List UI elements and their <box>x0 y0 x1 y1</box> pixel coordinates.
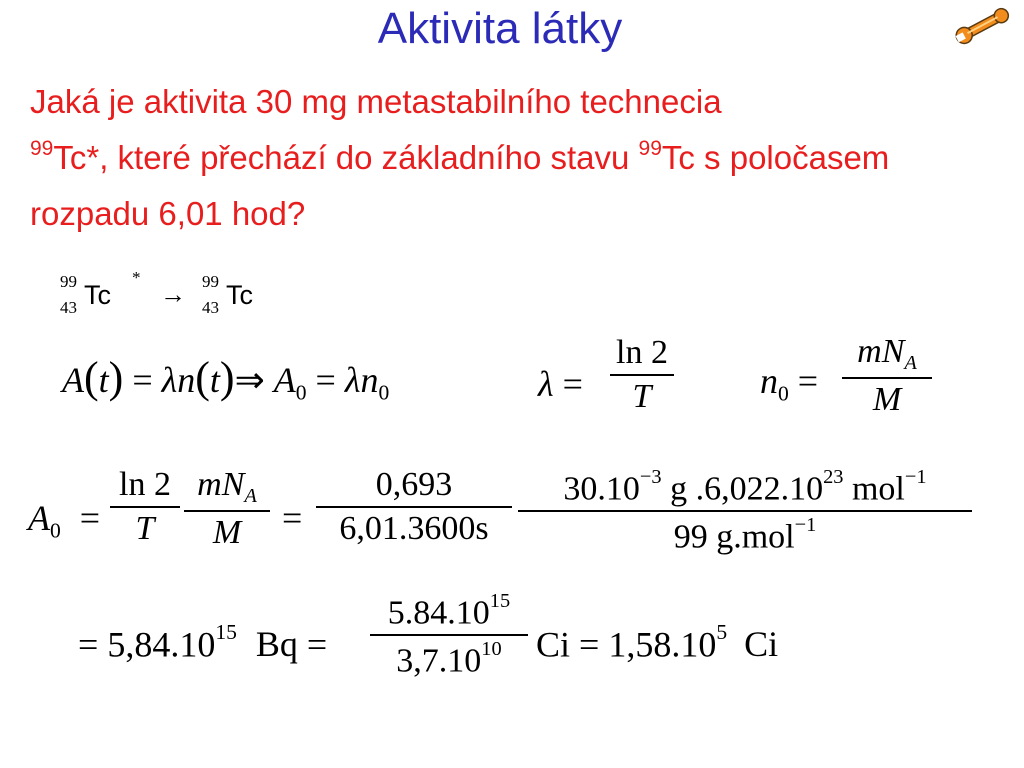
eq3-denominator: M <box>872 381 902 419</box>
eq4-f2-bar <box>184 510 270 512</box>
eq3-n-sub: 0 <box>778 381 789 406</box>
eq4-equals-1: = <box>79 498 101 538</box>
eq4-f4-num-a: 30.10 <box>563 470 640 508</box>
eq4-f4-num-b: g .6,022.10 <box>661 470 824 508</box>
eq5-fraction-bar <box>370 634 528 636</box>
eq1-A0: A <box>273 360 296 400</box>
eq4-A-sub: 0 <box>50 518 61 543</box>
eq1-equals-2: = <box>315 360 336 400</box>
eq3-fraction <box>842 333 932 419</box>
eq1-A0-sub: 0 <box>295 380 307 405</box>
eq4-f4-num-c: mol <box>843 470 905 508</box>
eq1-n0: n <box>360 360 379 400</box>
eq1-lambda-2: λ <box>344 360 361 400</box>
eq4-A: A <box>28 498 50 538</box>
eq2-lambda: λ <box>538 364 554 404</box>
eq2-numerator: ln 2 <box>616 334 668 371</box>
eq4-fraction-2 <box>184 466 270 552</box>
eq5-numerator-exp: 15 <box>489 590 511 612</box>
eq1-equals: = <box>132 360 153 400</box>
eq4-f4-exp-c: −1 <box>904 466 927 488</box>
eq1-implies: ⇒ <box>234 360 265 400</box>
eq5-numerator: 5.84.10 <box>387 594 490 632</box>
eq4-f4-bar <box>518 510 972 512</box>
wrench-icon[interactable] <box>954 6 1012 46</box>
eq1-t2: t <box>209 360 220 400</box>
eq2-fraction <box>610 334 674 416</box>
eq4-equals-2: = <box>282 498 303 538</box>
isotope-mass-2: 99 <box>638 137 662 160</box>
eq1-lambda: λ <box>161 360 178 400</box>
eq1-t: t <box>98 360 109 400</box>
isotope-mass-1: 99 <box>30 137 54 160</box>
eq5-denominator: 3,7.10 <box>396 642 482 680</box>
eq5-fraction <box>370 590 528 681</box>
question-part-2: Tc*, které přechází do základního stavu <box>53 139 639 176</box>
eq2-equals: = <box>562 364 583 404</box>
eq5-value-bq: 5,84.10 <box>107 624 216 665</box>
eq5-equals-2: = <box>306 624 328 665</box>
decay-constant-equation <box>538 363 583 405</box>
question-part-1: Jaká je aktivita 30 mg metastabilního technecia <box>30 83 722 120</box>
eq4-fraction-3 <box>316 466 512 548</box>
eq1-n0-sub: 0 <box>378 380 390 405</box>
eq3-n: n <box>760 361 778 401</box>
eq4-f4-den-exp: −1 <box>794 514 817 537</box>
eq4-fraction-4 <box>518 466 972 557</box>
eq5-unit-ci: Ci <box>536 624 571 665</box>
reaction-arrow: → <box>160 280 186 309</box>
eq1-n: n <box>177 360 196 400</box>
eq4-f4-exp-a: −3 <box>639 466 662 488</box>
eq3-numerator-sub: A <box>904 352 917 375</box>
eq5-value-ci: 1,58.10 <box>608 624 717 665</box>
decay-reaction <box>60 268 320 328</box>
eq4-fraction-1 <box>110 466 180 548</box>
eq5-value-ci-exp: 5 <box>716 620 728 644</box>
eq4-f2-numerator: mN <box>197 466 245 503</box>
eq5-value-bq-exp: 15 <box>215 620 237 644</box>
eq5-right <box>536 620 778 665</box>
eq4-f4-denominator: 99 g.mol <box>673 518 795 556</box>
eq3-fraction-bar <box>842 377 932 379</box>
eq4-f1-denominator: T <box>135 510 155 547</box>
metastable-star: * <box>132 268 141 287</box>
activity-equation: A(t) = λn(t)⇒ $A_0 = \lambda n_0$ <box>62 353 390 405</box>
eq4-lhs <box>28 497 100 544</box>
reactant-mass-number: 99 <box>60 272 77 291</box>
eq5-equals-3: = <box>579 624 600 665</box>
eq2-fraction-bar <box>610 374 674 376</box>
eq3-equals: = <box>797 361 819 401</box>
product-symbol: Tc <box>226 280 253 310</box>
eq5-left <box>78 620 327 665</box>
eq4-f1-bar <box>110 506 180 508</box>
eq4-f2-numerator-sub: A <box>244 485 257 508</box>
product-mass-number: 99 <box>202 272 219 291</box>
eq2-denominator: T <box>632 378 652 415</box>
eq4-f1-numerator: ln 2 <box>119 466 171 503</box>
eq5-unit-bq: Bq <box>255 624 298 665</box>
atom-count-equation <box>760 360 818 407</box>
eq4-f3-bar <box>316 506 512 508</box>
eq4-f3-numerator: 0,693 <box>375 466 453 503</box>
problem-statement <box>30 74 1000 242</box>
eq4-f3-denominator: 6,01.3600s <box>339 510 489 547</box>
eq4-f2-denominator: M <box>212 514 242 552</box>
eq4-f4-exp-b: 23 <box>823 466 844 488</box>
reactant-symbol: Tc <box>84 280 111 310</box>
eq1-A: A <box>62 360 84 400</box>
eq3-numerator: mN <box>857 333 905 370</box>
eq5-denominator-exp: 10 <box>481 638 502 661</box>
eq5-unit-ci-2: Ci <box>744 624 779 665</box>
eq5-equals-1: = <box>78 624 99 665</box>
page-title: Aktivita látky <box>377 4 623 53</box>
reactant-atomic-number: 43 <box>60 298 77 317</box>
product-atomic-number: 43 <box>202 298 219 317</box>
question-part-3: Tc s poločasem rozpadu 6,01 hod? <box>30 139 890 232</box>
